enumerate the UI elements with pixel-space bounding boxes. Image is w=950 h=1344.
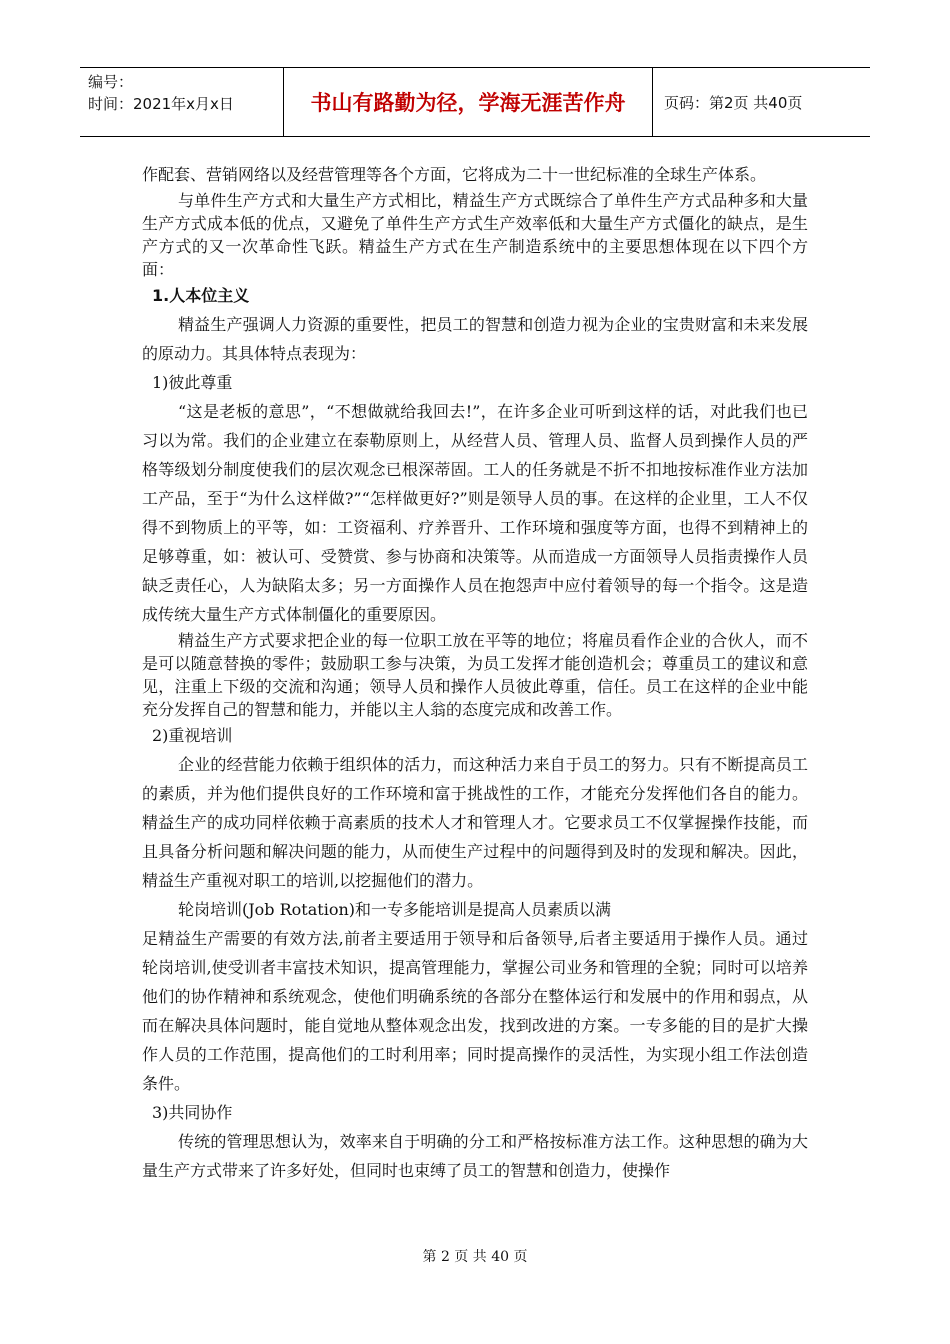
paragraph-2: 与单件生产方式和大量生产方式相比，精益生产方式既综合了单件生产方式品种多和大量生产方式成本低的优点，又避免了单件生产方式生产效率低和大量生产方式僵化的缺点，是生产方式的又一次革命性飞跃。精益生产方式在生产制造系统中的主要思想体现在以下四个方面： bbox=[142, 191, 808, 279]
header-motto: 书山有路勤为径，学海无涯苦作舟 bbox=[283, 68, 653, 136]
header-meta bbox=[88, 71, 278, 133]
header-page-info: 页码：第2页 共40页 bbox=[664, 93, 803, 112]
subsection-heading-1: 1)彼此尊重 bbox=[152, 373, 233, 392]
page-footer: 第 2 页 共 40 页 bbox=[422, 1249, 528, 1265]
page-header bbox=[80, 67, 870, 137]
number-label: 编号： bbox=[88, 73, 134, 91]
paragraph-6: 企业的经营能力依赖于组织体的活力，而这种活力来自于员工的努力。只有不断提高员工的素质，并为他们提供良好的工作环境和富于挑战性的工作，才能充分发挥他们各自的能力。精益生产的成功同样依赖于高素质的技术人才和管理人才。它要求员工不仅掌握操作技能，而且具备分析问题和解决问题的能力，从而使生产过程中的问题得到及时的发现和解决。因此，精益生产重视对职工的培训,以挖掘他们的潜力。 bbox=[142, 755, 808, 890]
subsection-heading-2: 2)重视培训 bbox=[152, 726, 233, 745]
subsection-heading-3: 3)共同协作 bbox=[152, 1103, 233, 1122]
paragraph-5: 精益生产方式要求把企业的每一位职工放在平等的地位；将雇员看作企业的合伙人，而不是可以随意替换的零件；鼓励职工参与决策，为员工发挥才能创造机会；尊重员工的建议和意见，注重上下级的交流和沟通；领导人员和操作人员彼此尊重，信任。员工在这样的企业中能充分发挥自己的智慧和能力，并能以主人翁的态度完成和改善工作。 bbox=[142, 631, 808, 719]
date-label: 时间：2021年x月x日 bbox=[88, 95, 234, 113]
paragraph-1: 作配套、营销网络以及经营管理等各个方面，它将成为二十一世纪标准的全球生产体系。 bbox=[142, 165, 767, 184]
document-body bbox=[142, 160, 808, 1185]
paragraph-3: 精益生产强调人力资源的重要性，把员工的智慧和创造力视为企业的宝贵财富和未来发展的原动力。其具体特点表现为： bbox=[142, 315, 808, 363]
paragraph-8: 传统的管理思想认为，效率来自于明确的分工和严格按标准方法工作。这种思想的确为大量生产方式带来了许多好处，但同时也束缚了员工的智慧和创造力，使操作 bbox=[142, 1132, 808, 1180]
paragraph-7-line-1: 轮岗培训(Job Rotation)和一专多能培训是提高人员素质以满 bbox=[178, 900, 611, 919]
paragraph-4: “这是老板的意思”，“不想做就给我回去!”，在许多企业可听到这样的话，对此我们也已习以为常。我们的企业建立在泰勒原则上，从经营人员、管理人员、监督人员到操作人员的严格等级划分制度使我们的层次观念已根深蒂固。工人的任务就是不折不扣地按标准作业方法加工产品，至于“为什么这样做?”“怎样做更好?”则是领导人员的事。在这样的企业里，工人不仅得不到物质上的平等，如：工资福利、疗养晋升、工作环境和强度等方面，也得不到精神上的足够尊重，如：被认可、受赞赏、参与协商和决策等。从而造成一方面领导人员指责操作人员缺乏责任心，人为缺陷太多；另一方面操作人员在抱怨声中应付着领导的每一个指令。这是造成传统大量生产方式体制僵化的重要原因。 bbox=[142, 402, 808, 624]
paragraph-7-rest: 足精益生产需要的有效方法,前者主要适用于领导和后备领导,后者主要适用于操作人员。通过轮岗培训,使受训者丰富技术知识，提高管理能力，掌握公司业务和管理的全貌；同时可以培养他们的协作精神和系统观念，使他们明确系统的各部分在整体运行和发展中的作用和弱点，从而在解决具体问题时，能自觉地从整体观念出发，找到改进的方案。一专多能的目的是扩大操作人员的工作范围，提高他们的工时利用率；同时提高操作的灵活性，为实现小组工作法创造条件。 bbox=[142, 929, 808, 1093]
section-heading-1: 1.人本位主义 bbox=[152, 286, 250, 305]
